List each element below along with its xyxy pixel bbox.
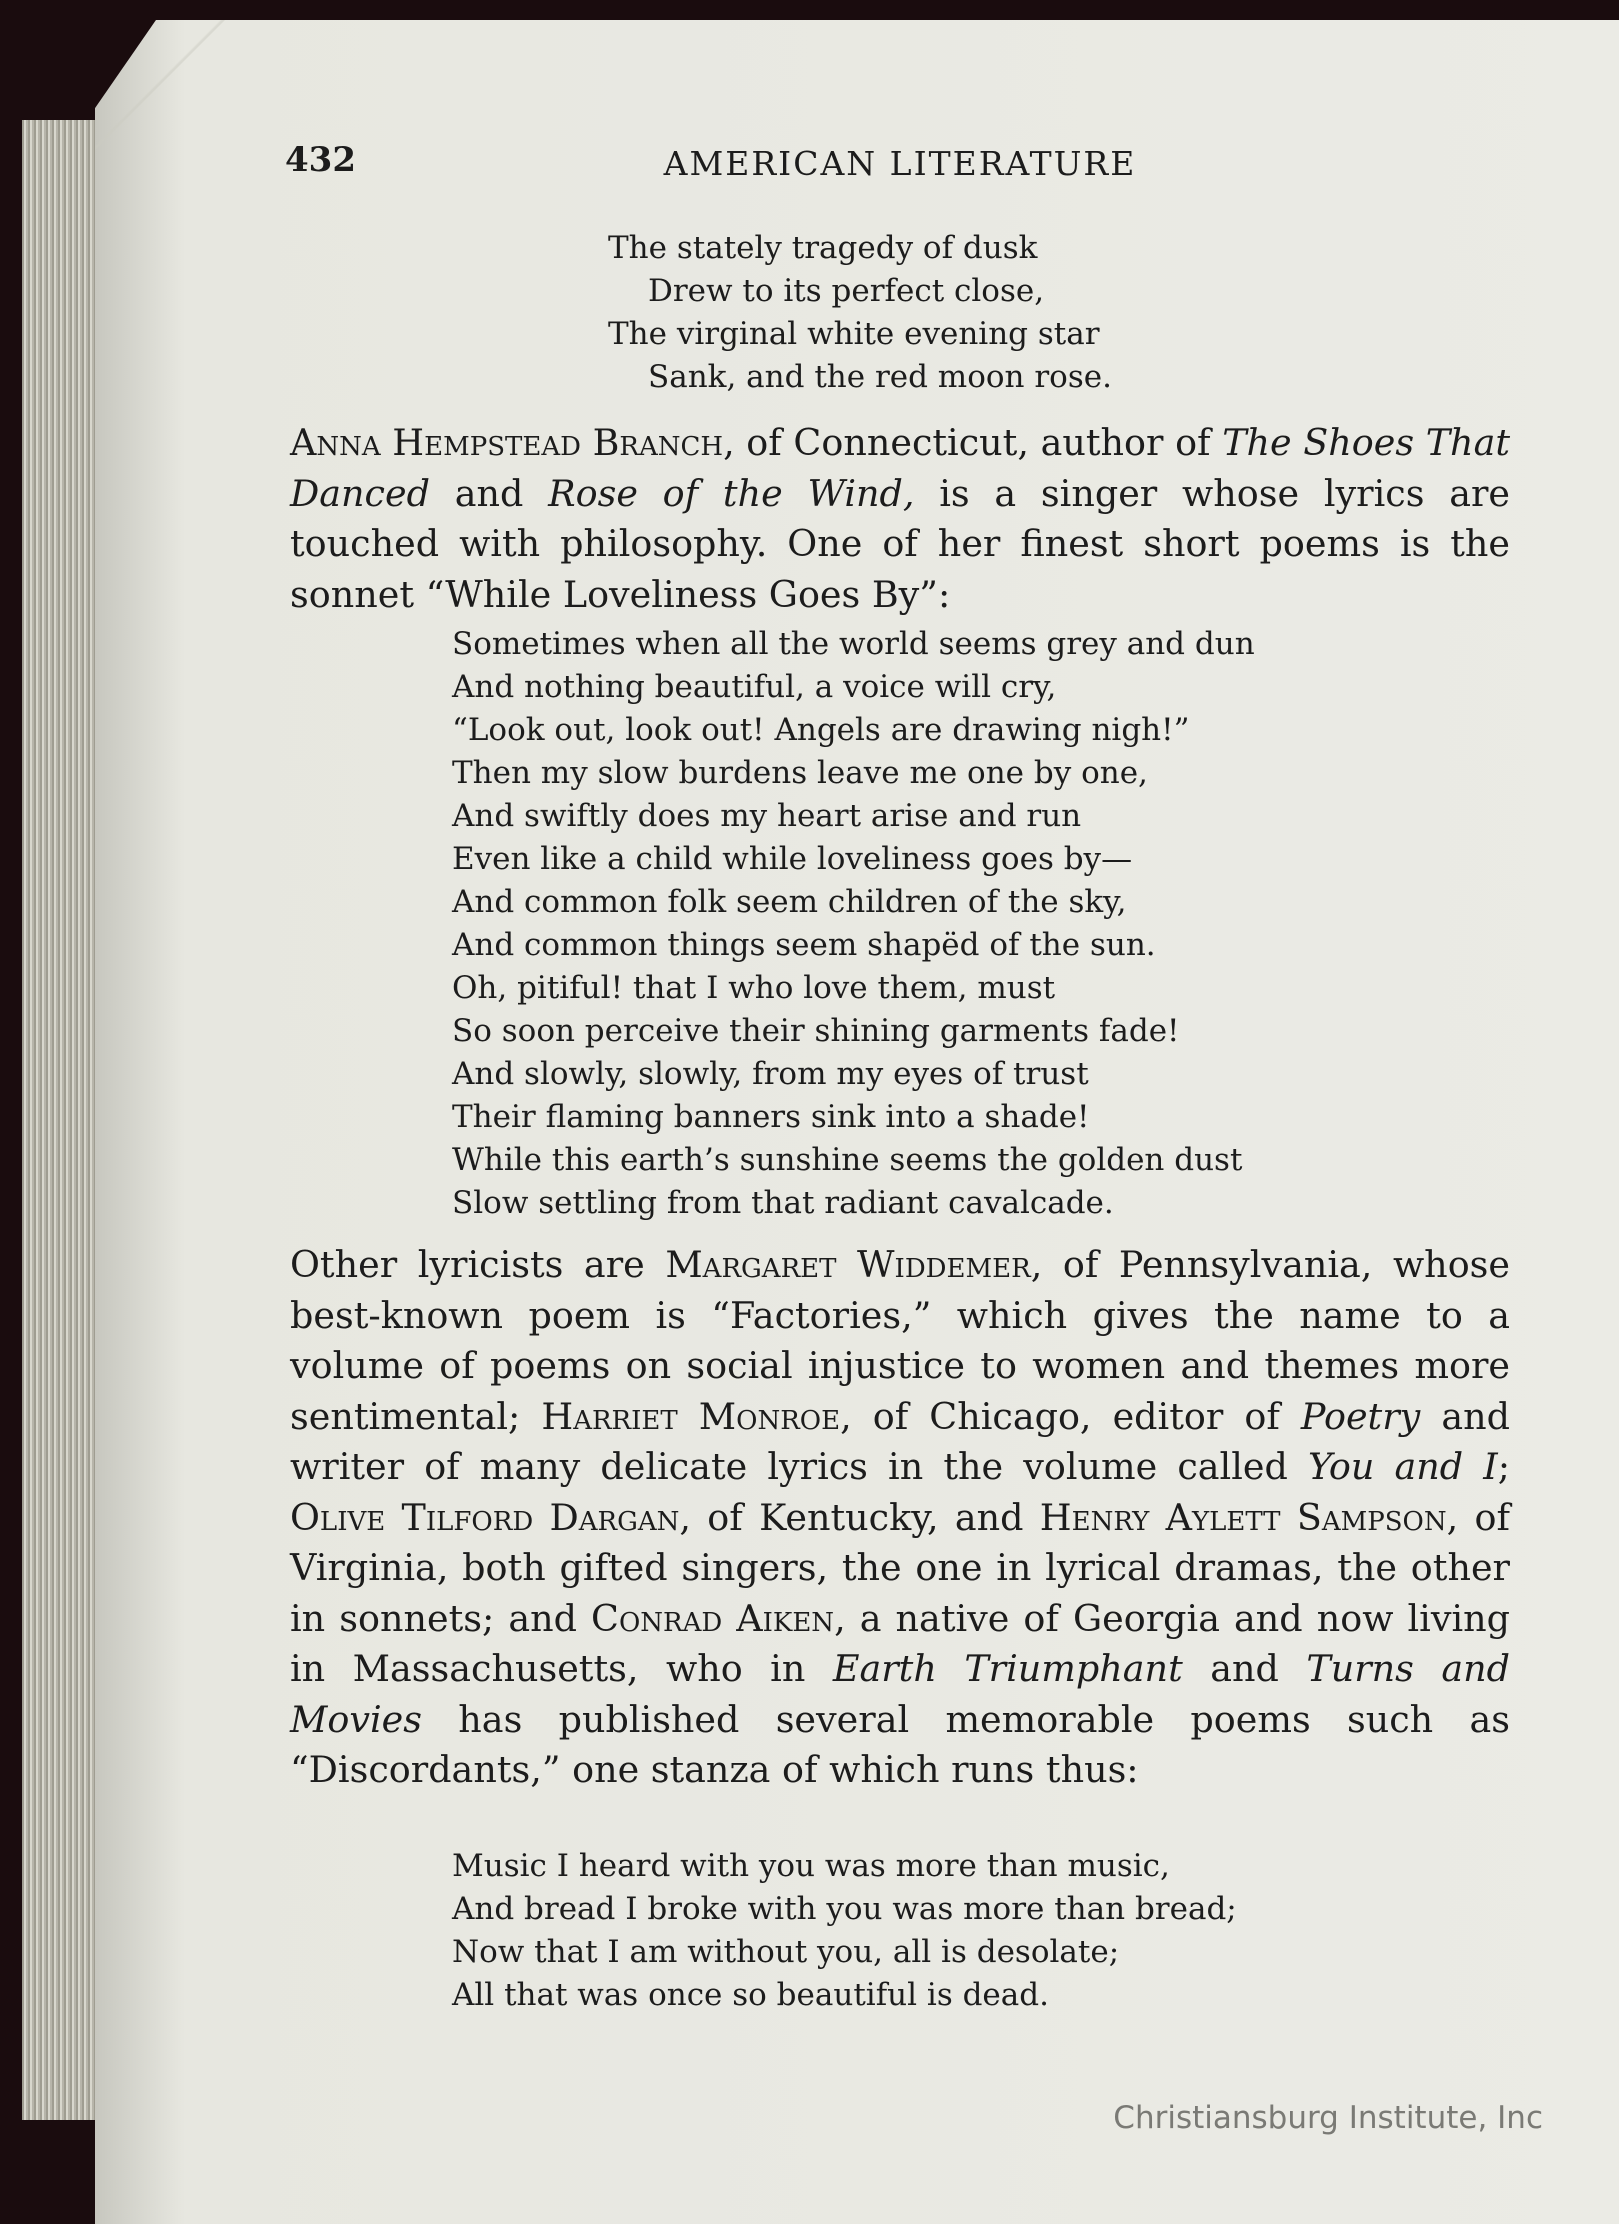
author-name: Henry Aylett Sampson [1039, 1495, 1447, 1539]
book-title: You and I [1307, 1445, 1498, 1488]
author-name: Conrad Aiken [591, 1596, 835, 1640]
text: , of Connecticut, author of [723, 421, 1223, 464]
running-head: AMERICAN LITERATURE [663, 144, 1137, 183]
paragraph-other-lyricists [290, 1240, 1510, 1796]
verse-line: Oh, pitiful! that I who love them, must [452, 970, 1056, 1006]
verse-line: And bread I broke with you was more than bread; [452, 1891, 1237, 1927]
book-title: Rose of the Wind, [548, 471, 915, 515]
verse-line: And swiftly does my heart arise and run [452, 798, 1082, 834]
watermark: Christiansburg Institute, Inc [1113, 2100, 1543, 2136]
book-title: Poetry [1300, 1394, 1421, 1438]
text: , of Kentucky, and [679, 1495, 1040, 1539]
paragraph-branch [290, 418, 1510, 620]
author-name: Margaret Widdemer [665, 1243, 1031, 1286]
author-name: Olive Tilford Dargan [290, 1495, 680, 1539]
verse-discordants [452, 1845, 1237, 2017]
verse-dusk [608, 227, 1112, 399]
book-title: Earth Triumphant [832, 1647, 1183, 1690]
text: , of Pennsylvania, whose best-known poem is “Factories,” which gives the name to a volume of poems on social injustice to women and themes more sentimental; [290, 1243, 1510, 1438]
verse-line: The stately tragedy of dusk [608, 230, 1038, 266]
page-header [285, 140, 1515, 190]
verse-line: And nothing beautiful, a voice will cry, [452, 669, 1057, 705]
page-number: 432 [285, 140, 356, 180]
book-title: The Shoes That Danced [290, 421, 1510, 515]
text: is a singer whose lyrics are touched with philosophy. One of her finest short poems is the sonnet “While Loveliness Goes By”: [290, 471, 1510, 616]
verse-line: Even like a child while loveliness goes by— [452, 841, 1133, 877]
verse-line: All that was once so beautiful is dead. [452, 1977, 1049, 2013]
text: and [429, 471, 549, 515]
text: , of Chicago, editor of [840, 1394, 1301, 1438]
verse-line: Sank, and the red moon rose. [648, 359, 1112, 395]
verse-line: Music I heard with you was more than music, [452, 1848, 1170, 1884]
verse-line: “Look out, look out! Angels are drawing nigh!” [452, 712, 1190, 748]
verse-line: Sometimes when all the world seems grey and dun [452, 626, 1255, 662]
verse-line: And common folk seem children of the sky, [452, 884, 1127, 920]
verse-line: Slow settling from that radiant cavalcade. [452, 1185, 1114, 1221]
verse-line: The virginal white evening star [608, 316, 1100, 352]
text: and writer of many delicate lyrics in the volume called [290, 1394, 1510, 1488]
verse-line: So soon perceive their shining garments fade! [452, 1013, 1180, 1049]
verse-line: Their flaming banners sink into a shade! [452, 1099, 1090, 1135]
text: , of Virginia, both gifted singers, the one in lyrical dramas, the other in sonnets; and [290, 1495, 1510, 1640]
text: has published several memorable poems such as “Discordants,” one stanza of which runs thus: [290, 1697, 1510, 1791]
verse-line: While this earth’s sunshine seems the golden dust [452, 1142, 1243, 1178]
book-title: Turns and Movies [290, 1647, 1510, 1741]
verse-line: And slowly, slowly, from my eyes of trust [452, 1056, 1089, 1092]
text: ; [1497, 1445, 1510, 1488]
author-name: Anna Hempstead Branch [290, 421, 724, 464]
verse-sonnet [452, 623, 1255, 1225]
author-name: Harriet Monroe [541, 1394, 841, 1438]
text: and [1182, 1647, 1307, 1690]
verse-line: And common things seem shapëd of the sun. [452, 927, 1156, 963]
text: , a native of Georgia and now living in Massachusetts, who in [290, 1596, 1511, 1690]
text: Other lyricists are [290, 1243, 666, 1286]
verse-line: Now that I am without you, all is desolate; [452, 1934, 1120, 1970]
verse-line: Drew to its perfect close, [648, 273, 1045, 309]
verse-line: Then my slow burdens leave me one by one, [452, 755, 1148, 791]
